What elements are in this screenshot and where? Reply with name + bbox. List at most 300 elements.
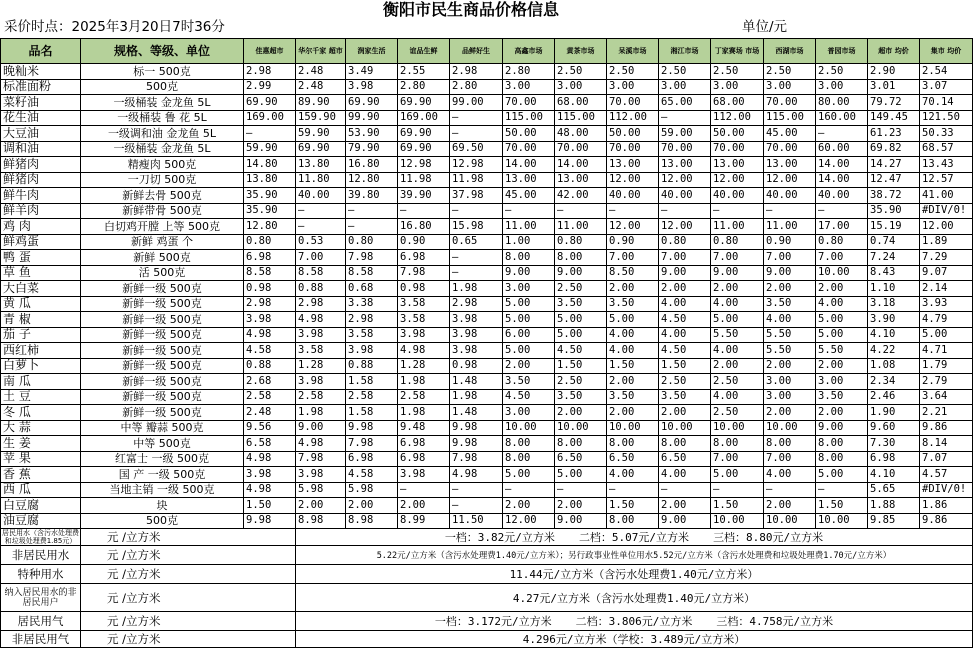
price-cell: 2.80	[450, 79, 503, 95]
price-cell: 70.00	[555, 141, 607, 157]
table-row	[1, 312, 973, 328]
product-spec: 新鲜一级 500克	[81, 374, 244, 390]
price-cell: 3.58	[398, 296, 450, 312]
price-cell: 4.98	[244, 451, 296, 467]
utility-unit: 元 /立方米	[81, 529, 296, 546]
price-cell: 5.50	[711, 327, 764, 343]
price-cell: 0.98	[450, 358, 503, 374]
column-header: 润家生活	[346, 39, 398, 64]
price-cell: 3.50	[607, 296, 659, 312]
price-cell: 8.00	[503, 250, 555, 266]
price-cell: 70.14	[920, 95, 973, 111]
price-cell: 3.58	[398, 312, 450, 328]
price-cell: 8.00	[503, 436, 555, 452]
price-cell: 16.80	[398, 219, 450, 235]
price-cell: 39.80	[346, 188, 398, 204]
product-name: 白豆腐	[1, 498, 81, 514]
price-cell: 2.98	[450, 296, 503, 312]
price-cell: 40.00	[607, 188, 659, 204]
table-row	[1, 436, 973, 452]
price-cell: 8.98	[346, 513, 398, 529]
price-cell: 0.65	[450, 234, 503, 250]
product-spec: 新鲜一级 500克	[81, 312, 244, 328]
table-row	[1, 95, 973, 111]
price-cell: 3.00	[764, 79, 816, 95]
price-cell: 1.48	[450, 374, 503, 390]
price-cell: 149.45	[868, 110, 920, 126]
price-cell: 6.50	[659, 451, 711, 467]
price-cell: 9.00	[816, 420, 868, 436]
price-cell: 5.65	[868, 482, 920, 498]
price-cell: 5.00	[816, 467, 868, 483]
price-cell: —	[764, 482, 816, 498]
price-cell: 9.00	[711, 265, 764, 281]
price-cell: 5.50	[816, 343, 868, 359]
price-cell: 16.80	[346, 157, 398, 173]
price-cell: 7.07	[920, 451, 973, 467]
price-cell: 2.99	[244, 79, 296, 95]
price-cell: 14.27	[868, 157, 920, 173]
price-cell: 11.00	[764, 219, 816, 235]
price-cell: —	[450, 265, 503, 281]
price-cell: 7.00	[816, 250, 868, 266]
column-header: 丁家赛场 市场	[711, 39, 764, 64]
price-cell: 0.68	[346, 281, 398, 297]
table-body	[1, 64, 973, 648]
price-cell: 70.00	[607, 95, 659, 111]
price-cell: 3.00	[503, 405, 555, 421]
price-cell: 3.98	[450, 343, 503, 359]
price-cell: 4.98	[398, 343, 450, 359]
price-cell: 2.00	[764, 498, 816, 514]
price-cell: 68.57	[920, 141, 973, 157]
price-cell: 61.23	[868, 126, 920, 142]
price-cell: 37.98	[450, 188, 503, 204]
price-cell: 1.86	[920, 498, 973, 514]
price-cell: 9.00	[659, 265, 711, 281]
price-cell: 5.00	[555, 467, 607, 483]
table-row	[1, 172, 973, 188]
price-cell: 8.00	[764, 436, 816, 452]
price-cell: 3.98	[296, 327, 346, 343]
price-cell: —	[764, 203, 816, 219]
column-header: 华尔千家 超市	[296, 39, 346, 64]
table-row	[1, 203, 973, 219]
price-cell: 3.50	[555, 296, 607, 312]
product-name: 茄 子	[1, 327, 81, 343]
price-table	[0, 38, 973, 648]
product-spec: 500克	[81, 79, 244, 95]
price-cell: 0.88	[346, 358, 398, 374]
price-cell: 9.48	[398, 420, 450, 436]
price-cell: 2.50	[659, 64, 711, 80]
column-header: 湘江市场	[659, 39, 711, 64]
price-cell: 40.00	[296, 188, 346, 204]
price-cell: 3.64	[920, 389, 973, 405]
price-cell: 6.98	[868, 451, 920, 467]
price-cell: 0.53	[296, 234, 346, 250]
utility-price: 11.44元/立方米（含污水处理费1.40元/立方米）	[296, 565, 973, 584]
price-cell: 45.00	[503, 188, 555, 204]
price-cell: 4.00	[711, 389, 764, 405]
header-row	[1, 39, 973, 64]
price-cell: 69.50	[450, 141, 503, 157]
table-row	[1, 157, 973, 173]
utility-row	[1, 584, 973, 612]
column-header: 佳惠超市	[244, 39, 296, 64]
price-cell: 2.79	[920, 374, 973, 390]
price-cell: 2.50	[816, 64, 868, 80]
product-name: 大 蒜	[1, 420, 81, 436]
table-row	[1, 513, 973, 529]
product-spec: 红富士 一级 500克	[81, 451, 244, 467]
price-cell: 4.50	[503, 389, 555, 405]
product-name: 苹 果	[1, 451, 81, 467]
price-cell: —	[450, 250, 503, 266]
price-cell: 10.00	[711, 420, 764, 436]
price-cell: 2.48	[296, 64, 346, 80]
price-cell: 4.58	[346, 467, 398, 483]
price-cell: —	[711, 203, 764, 219]
product-spec: 新鲜去骨 500克	[81, 188, 244, 204]
price-cell: 9.00	[503, 265, 555, 281]
table-row	[1, 250, 973, 266]
table-row	[1, 234, 973, 250]
price-cell: 4.00	[607, 343, 659, 359]
price-cell: 35.90	[244, 203, 296, 219]
column-header: 品鲜好生	[450, 39, 503, 64]
product-spec: 块	[81, 498, 244, 514]
product-spec: 中等 瓣蒜 500克	[81, 420, 244, 436]
price-cell: 1.98	[398, 374, 450, 390]
price-cell: 2.50	[711, 64, 764, 80]
price-cell: #DIV/0!	[920, 203, 973, 219]
price-cell: 40.00	[816, 188, 868, 204]
utility-tier: 二档：5.07元/立方米	[578, 531, 690, 544]
price-cell: 3.98	[450, 327, 503, 343]
price-cell: 68.00	[711, 95, 764, 111]
price-cell: 3.58	[296, 343, 346, 359]
price-cell: 4.10	[868, 467, 920, 483]
price-cell: 3.00	[816, 79, 868, 95]
price-cell: 7.98	[346, 250, 398, 266]
product-spec: 一刀切 500克	[81, 172, 244, 188]
price-cell: 11.98	[398, 172, 450, 188]
product-spec: 500克	[81, 513, 244, 529]
price-cell: 2.00	[555, 405, 607, 421]
price-cell: 8.58	[244, 265, 296, 281]
table-row	[1, 389, 973, 405]
price-cell: 11.50	[450, 513, 503, 529]
price-cell: 0.80	[659, 234, 711, 250]
price-cell: 4.79	[920, 312, 973, 328]
price-cell: 2.98	[244, 296, 296, 312]
utility-row	[1, 631, 973, 648]
price-cell: 41.00	[920, 188, 973, 204]
price-cell: 7.00	[607, 250, 659, 266]
product-name: 鲜猪肉	[1, 172, 81, 188]
price-cell: 10.00	[764, 420, 816, 436]
price-cell: 3.93	[920, 296, 973, 312]
price-cell: 3.00	[503, 281, 555, 297]
product-name: 冬 瓜	[1, 405, 81, 421]
price-cell: 14.80	[244, 157, 296, 173]
price-cell: 3.01	[868, 79, 920, 95]
price-cell: 5.00	[503, 467, 555, 483]
table-row	[1, 482, 973, 498]
product-spec: 中等 500克	[81, 436, 244, 452]
price-cell: 79.72	[868, 95, 920, 111]
price-cell: 12.47	[868, 172, 920, 188]
price-cell: 42.00	[555, 188, 607, 204]
price-cell: 7.00	[711, 250, 764, 266]
price-cell: 69.90	[398, 126, 450, 142]
product-name: 鸡 肉	[1, 219, 81, 235]
column-header: 品名	[1, 39, 81, 64]
price-cell: 3.98	[296, 374, 346, 390]
price-cell: 2.50	[711, 374, 764, 390]
utility-row	[1, 612, 973, 631]
price-cell: 1.50	[607, 358, 659, 374]
table-row	[1, 126, 973, 142]
table-row	[1, 64, 973, 80]
price-cell: 0.80	[244, 234, 296, 250]
price-cell: 3.98	[244, 312, 296, 328]
price-cell: 10.00	[607, 420, 659, 436]
price-cell: 1.58	[346, 405, 398, 421]
table-row	[1, 467, 973, 483]
utility-unit: 元 /立方米	[81, 546, 296, 565]
price-cell: 169.00	[244, 110, 296, 126]
price-cell: 38.72	[868, 188, 920, 204]
price-cell: 9.98	[450, 436, 503, 452]
product-name: 白萝卜	[1, 358, 81, 374]
price-cell: 0.80	[711, 234, 764, 250]
price-cell: 2.00	[711, 281, 764, 297]
price-cell: 3.50	[503, 374, 555, 390]
price-cell: 2.50	[764, 64, 816, 80]
price-cell: 7.00	[296, 250, 346, 266]
table-row	[1, 498, 973, 514]
price-cell: —	[450, 498, 503, 514]
column-header: 谊品生鲜	[398, 39, 450, 64]
price-cell: 12.00	[607, 219, 659, 235]
price-cell: 1.90	[868, 405, 920, 421]
price-cell: 169.00	[398, 110, 450, 126]
price-cell: 2.48	[296, 79, 346, 95]
price-cell: 6.50	[607, 451, 659, 467]
price-cell: —	[450, 110, 503, 126]
product-spec: 一级调和油 金龙鱼 5L	[81, 126, 244, 142]
column-header: 超市 均价	[868, 39, 920, 64]
price-cell: 35.90	[868, 203, 920, 219]
price-cell: 4.50	[659, 312, 711, 328]
table-row	[1, 405, 973, 421]
price-cell: 1.98	[398, 405, 450, 421]
price-cell: 2.00	[711, 358, 764, 374]
product-name: 鲜猪肉	[1, 157, 81, 173]
price-cell: —	[711, 482, 764, 498]
price-cell: 4.50	[659, 343, 711, 359]
price-cell: 13.00	[659, 157, 711, 173]
utility-name: 居民用水（含污水处理费和垃圾处理费1.85元）	[2, 529, 79, 545]
price-cell: 4.00	[659, 296, 711, 312]
price-cell: 2.00	[555, 498, 607, 514]
product-spec: 一级桶装 金龙鱼 5L	[81, 95, 244, 111]
price-cell: 3.00	[659, 79, 711, 95]
price-cell: —	[816, 126, 868, 142]
price-cell: 2.00	[607, 281, 659, 297]
price-cell: 3.00	[764, 389, 816, 405]
price-cell: 7.98	[450, 451, 503, 467]
price-cell: —	[296, 203, 346, 219]
product-name: 菜籽油	[1, 95, 81, 111]
price-cell: 5.00	[555, 312, 607, 328]
price-cell: 115.00	[764, 110, 816, 126]
price-cell: —	[816, 203, 868, 219]
price-cell: 5.50	[764, 343, 816, 359]
price-cell: 13.00	[764, 157, 816, 173]
price-cell: 1.28	[296, 358, 346, 374]
price-cell: —	[607, 482, 659, 498]
utility-name: 居民用气	[1, 612, 81, 631]
price-cell: 4.98	[244, 482, 296, 498]
utility-row	[1, 546, 973, 565]
price-cell: 11.80	[296, 172, 346, 188]
price-cell: 1.48	[450, 405, 503, 421]
price-cell: 1.50	[607, 498, 659, 514]
table-row	[1, 219, 973, 235]
price-cell: 70.00	[503, 141, 555, 157]
price-cell: 7.00	[711, 451, 764, 467]
price-cell: 8.58	[296, 265, 346, 281]
product-spec: 活 500克	[81, 265, 244, 281]
price-cell: 80.00	[816, 95, 868, 111]
price-cell: 5.00	[503, 296, 555, 312]
product-spec: 新鲜一级 500克	[81, 405, 244, 421]
price-cell: 4.98	[296, 436, 346, 452]
table-row	[1, 141, 973, 157]
price-cell: 17.00	[816, 219, 868, 235]
price-cell: 10.00	[816, 513, 868, 529]
price-cell: 1.98	[296, 405, 346, 421]
price-cell: 5.00	[711, 467, 764, 483]
price-cell: —	[816, 482, 868, 498]
price-cell: 50.00	[607, 126, 659, 142]
price-cell: 5.98	[346, 482, 398, 498]
utility-name: 特种用水	[1, 565, 81, 584]
price-cell: 9.00	[659, 513, 711, 529]
price-cell: 4.00	[607, 327, 659, 343]
price-cell: 39.90	[398, 188, 450, 204]
price-cell: 69.90	[346, 95, 398, 111]
price-cell: 59.00	[659, 126, 711, 142]
price-cell: 1.79	[920, 358, 973, 374]
price-cell: 4.00	[764, 467, 816, 483]
price-cell: 12.80	[244, 219, 296, 235]
price-cell: 0.88	[244, 358, 296, 374]
price-cell: 5.00	[503, 343, 555, 359]
price-cell: 79.90	[346, 141, 398, 157]
price-cell: 3.50	[555, 389, 607, 405]
price-cell: 70.00	[607, 141, 659, 157]
price-cell: 2.58	[346, 389, 398, 405]
price-cell: 7.98	[296, 451, 346, 467]
price-cell: 2.50	[711, 405, 764, 421]
price-cell: 2.58	[296, 389, 346, 405]
column-header: 普园市场	[816, 39, 868, 64]
price-cell: 9.60	[868, 420, 920, 436]
price-cell: —	[450, 482, 503, 498]
utility-row	[1, 529, 973, 546]
column-header: 西湖市场	[764, 39, 816, 64]
price-cell: 9.00	[296, 420, 346, 436]
price-cell: 13.80	[244, 172, 296, 188]
utility-row	[1, 565, 973, 584]
price-cell: 1.98	[450, 281, 503, 297]
time-label: 采价时点：2025年3月20日7时36分	[4, 19, 225, 35]
price-cell: 6.98	[398, 250, 450, 266]
price-cell: 48.00	[555, 126, 607, 142]
price-cell: 4.98	[296, 312, 346, 328]
price-cell: 5.00	[920, 327, 973, 343]
price-cell: 2.90	[868, 64, 920, 80]
column-header: 高鑫市场	[503, 39, 555, 64]
price-cell: —	[398, 482, 450, 498]
price-cell: 13.80	[296, 157, 346, 173]
utility-name: 非居民用气	[1, 631, 81, 648]
price-cell: 9.00	[764, 265, 816, 281]
price-cell: 12.00	[659, 219, 711, 235]
utility-unit: 元 /立方米	[81, 565, 296, 584]
price-cell: 69.90	[398, 95, 450, 111]
price-cell: —	[244, 126, 296, 142]
product-name: 青 椒	[1, 312, 81, 328]
price-cell: 13.43	[920, 157, 973, 173]
price-cell: 10.00	[816, 265, 868, 281]
price-cell: —	[450, 126, 503, 142]
price-cell: 69.82	[868, 141, 920, 157]
price-cell: 10.00	[555, 420, 607, 436]
price-cell: 3.98	[450, 312, 503, 328]
price-cell: —	[555, 203, 607, 219]
price-cell: 2.00	[816, 405, 868, 421]
price-cell: 6.00	[503, 327, 555, 343]
price-cell: 1.50	[659, 358, 711, 374]
price-cell: 0.98	[398, 281, 450, 297]
product-name: 西红柿	[1, 343, 81, 359]
price-cell: 3.98	[398, 327, 450, 343]
price-cell: 12.00	[503, 513, 555, 529]
price-cell: 12.80	[346, 172, 398, 188]
price-cell: 2.98	[244, 64, 296, 80]
price-cell: 99.00	[450, 95, 503, 111]
price-cell: 4.00	[659, 327, 711, 343]
price-cell: 4.00	[607, 467, 659, 483]
product-spec: 新鲜带骨 500克	[81, 203, 244, 219]
price-cell: 6.98	[346, 451, 398, 467]
price-cell: 3.98	[346, 343, 398, 359]
utility-tier: 三档：4.758元/立方米	[716, 615, 834, 628]
price-cell: —	[296, 219, 346, 235]
price-cell: 1.28	[398, 358, 450, 374]
price-cell: 0.80	[346, 234, 398, 250]
price-cell: 69.90	[398, 141, 450, 157]
price-cell: 3.00	[503, 79, 555, 95]
price-cell: 4.50	[555, 343, 607, 359]
price-cell: 115.00	[503, 110, 555, 126]
price-cell: 2.54	[920, 64, 973, 80]
